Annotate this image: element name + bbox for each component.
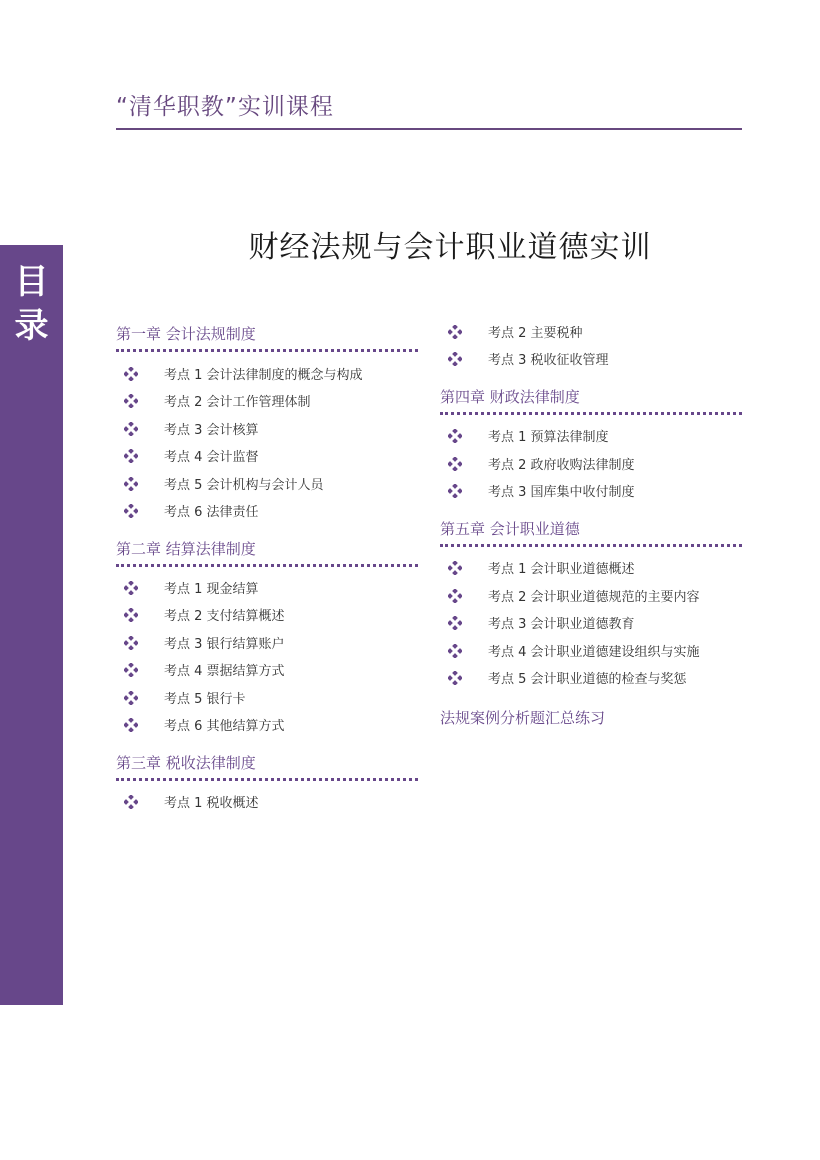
diamond-bullet-icon: [116, 689, 164, 709]
toc-item-label: 考点 2 政府收购法律制度: [488, 458, 635, 473]
chapter-title: 第一章 会计法规制度: [116, 325, 256, 343]
chapter-5-heading[interactable]: [440, 518, 742, 547]
toc-item-label: 考点 3 会计职业道德教育: [488, 617, 635, 632]
dotted-divider: [440, 544, 742, 547]
toc-item[interactable]: [116, 606, 285, 626]
toc-item[interactable]: [440, 614, 635, 634]
diamond-bullet-icon: [116, 606, 164, 626]
toc-item-label: 考点 3 银行结算账户: [164, 637, 285, 652]
chapter-1-heading[interactable]: [116, 323, 418, 352]
toc-item-label: 考点 1 现金结算: [164, 582, 259, 597]
toc-item-label: 考点 2 主要税种: [488, 326, 583, 341]
toc-item[interactable]: [440, 642, 700, 662]
header-divider: [116, 128, 742, 130]
book-title: 财经法规与会计职业道德实训: [248, 230, 652, 265]
toc-item[interactable]: [440, 559, 635, 579]
diamond-bullet-icon: [116, 447, 164, 467]
diamond-bullet-icon: [440, 455, 488, 475]
diamond-bullet-icon: [440, 587, 488, 607]
diamond-bullet-icon: [116, 502, 164, 522]
diamond-bullet-icon: [440, 642, 488, 662]
toc-item-label: 考点 1 预算法律制度: [488, 430, 609, 445]
toc-item[interactable]: [440, 669, 687, 689]
toc-item[interactable]: [116, 634, 285, 654]
toc-item-label: 考点 3 税收征收管理: [488, 353, 609, 368]
toc-item[interactable]: [116, 447, 259, 467]
toc-item-label: 考点 1 会计职业道德概述: [488, 562, 635, 577]
chapter-title: 第五章 会计职业道德: [440, 520, 580, 538]
diamond-bullet-icon: [116, 365, 164, 385]
toc-item-label: 考点 1 税收概述: [164, 796, 259, 811]
toc-item[interactable]: [116, 420, 259, 440]
side-tab: [0, 245, 63, 1005]
diamond-bullet-icon: [116, 793, 164, 813]
diamond-bullet-icon: [116, 392, 164, 412]
dotted-divider: [116, 564, 418, 567]
diamond-bullet-icon: [440, 614, 488, 634]
toc-item-label: 考点 3 国库集中收付制度: [488, 485, 635, 500]
toc-item[interactable]: [440, 323, 583, 343]
toc-item-label: 考点 2 支付结算概述: [164, 609, 285, 624]
chapter-title: 第三章 税收法律制度: [116, 754, 256, 772]
diamond-bullet-icon: [440, 669, 488, 689]
toc-item[interactable]: [116, 689, 246, 709]
dotted-divider: [440, 412, 742, 415]
diamond-bullet-icon: [440, 559, 488, 579]
toc-item-label: 考点 6 其他结算方式: [164, 719, 285, 734]
toc-item[interactable]: [116, 716, 285, 736]
toc-item-label: 考点 3 会计核算: [164, 423, 259, 438]
diamond-bullet-icon: [440, 350, 488, 370]
toc-item[interactable]: [440, 455, 635, 475]
chapter-4-heading[interactable]: [440, 386, 742, 415]
toc-item[interactable]: [440, 427, 609, 447]
diamond-bullet-icon: [440, 323, 488, 343]
toc-item[interactable]: [116, 475, 324, 495]
chapter-3-heading[interactable]: [116, 752, 418, 781]
toc-item-label: 考点 5 会计职业道德的检查与奖惩: [488, 672, 687, 687]
toc-item[interactable]: [116, 392, 311, 412]
toc-item[interactable]: [116, 365, 363, 385]
chapter-title: 第二章 结算法律制度: [116, 540, 256, 558]
diamond-bullet-icon: [116, 420, 164, 440]
toc-item[interactable]: [116, 793, 259, 813]
diamond-bullet-icon: [440, 427, 488, 447]
dotted-divider: [116, 349, 418, 352]
exercises-link[interactable]: 法规案例分析题汇总练习: [440, 709, 606, 727]
toc-item-label: 考点 5 会计机构与会计人员: [164, 478, 324, 493]
toc-item[interactable]: [440, 482, 635, 502]
toc-item-label: 考点 4 会计监督: [164, 450, 259, 465]
diamond-bullet-icon: [116, 661, 164, 681]
side-tab-label: [0, 260, 63, 348]
toc-item-label: 考点 4 票据结算方式: [164, 664, 285, 679]
toc-item-label: 考点 2 会计工作管理体制: [164, 395, 311, 410]
chapter-title: 第四章 财政法律制度: [440, 388, 580, 406]
side-tab-char-1: 目: [14, 262, 49, 302]
diamond-bullet-icon: [116, 579, 164, 599]
toc-item[interactable]: [440, 587, 700, 607]
chapter-2-heading[interactable]: [116, 538, 418, 567]
diamond-bullet-icon: [440, 482, 488, 502]
toc-item[interactable]: [440, 350, 609, 370]
toc-item-label: 考点 4 会计职业道德建设组织与实施: [488, 645, 700, 660]
toc-item-label: 考点 2 会计职业道德规范的主要内容: [488, 590, 700, 605]
diamond-bullet-icon: [116, 634, 164, 654]
toc-item-label: 考点 1 会计法律制度的概念与构成: [164, 368, 363, 383]
toc-item[interactable]: [116, 502, 259, 522]
series-header: “清华职教”实训课程: [116, 94, 334, 120]
diamond-bullet-icon: [116, 716, 164, 736]
toc-item-label: 考点 6 法律责任: [164, 505, 259, 520]
toc-item[interactable]: [116, 579, 259, 599]
diamond-bullet-icon: [116, 475, 164, 495]
toc-item[interactable]: [116, 661, 285, 681]
toc-item-label: 考点 5 银行卡: [164, 692, 246, 707]
side-tab-char-2: 录: [14, 306, 49, 346]
dotted-divider: [116, 778, 418, 781]
